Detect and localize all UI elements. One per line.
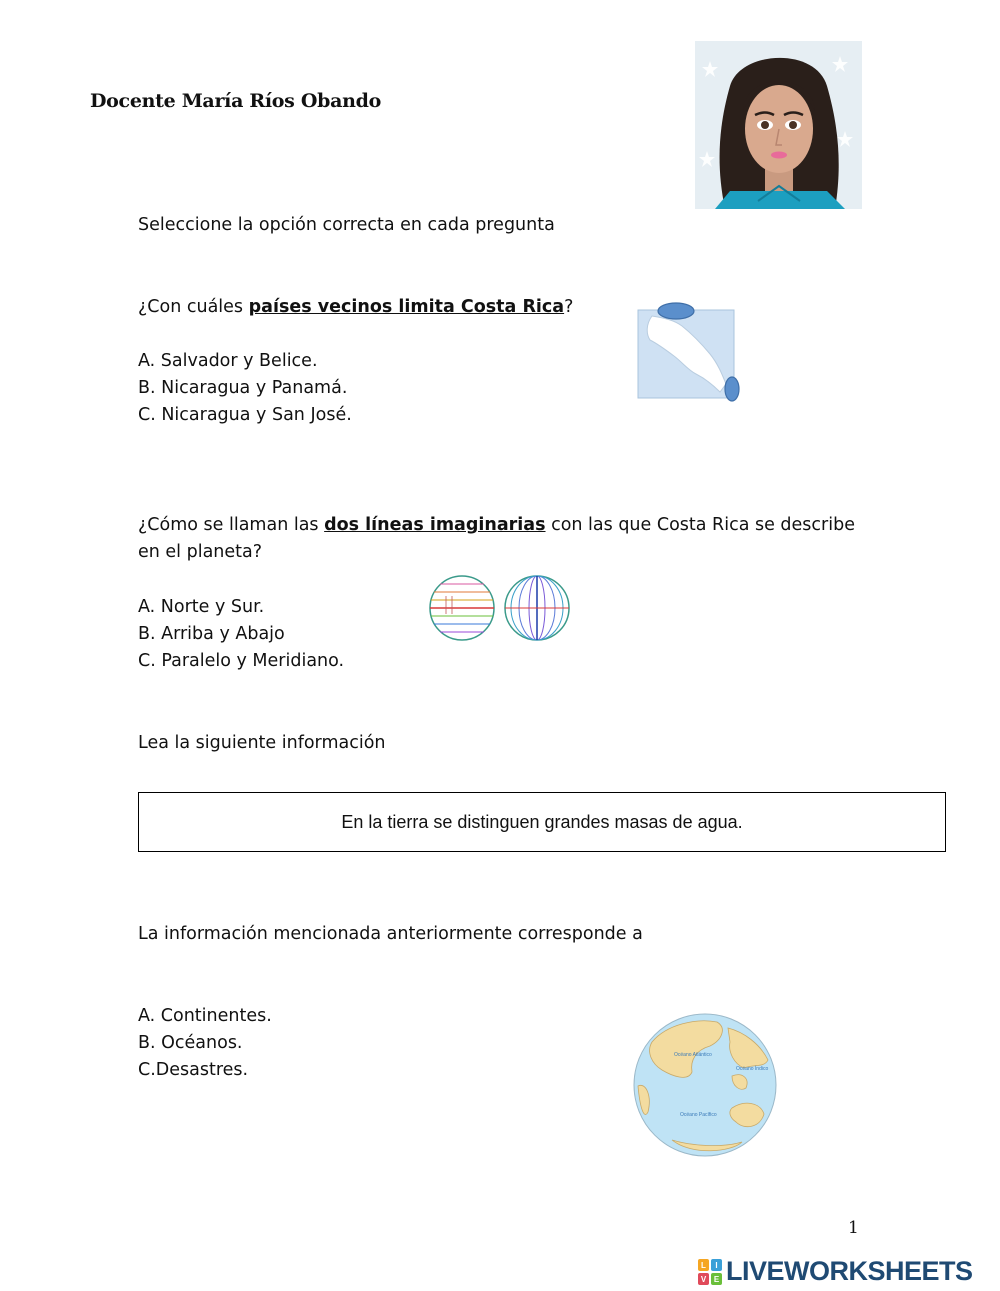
question-1-options <box>138 348 352 429</box>
question-2-post: con las que Costa Rica se describe <box>545 515 855 535</box>
teacher-avatar <box>695 41 862 209</box>
question-2-pre: ¿Cómo se llaman las <box>138 515 325 535</box>
q3-option-b[interactable]: B. Océanos. <box>138 1033 243 1053</box>
question-2-emphasis: dos líneas imaginarias <box>324 515 546 535</box>
question-3-options <box>138 1003 272 1084</box>
costa-rica-map <box>636 300 744 405</box>
question-2-options <box>138 594 344 675</box>
logo-letter-l: L <box>701 1260 706 1270</box>
liveworksheets-logo[interactable] <box>698 1256 973 1287</box>
q3-option-c[interactable]: C.Desastres. <box>138 1060 249 1080</box>
page-number: 1 <box>848 1218 859 1238</box>
question-2-line2: en el planeta? <box>138 542 263 562</box>
oceans-globe-image <box>632 1012 778 1158</box>
q1-option-c[interactable]: C. Nicaragua y San José. <box>138 405 352 425</box>
question-3: La información mencionada anteriormente corresponde a <box>138 924 643 944</box>
liveworksheets-brand-text: LIVEWORKSHEETS <box>726 1256 973 1286</box>
logo-letter-i: I <box>715 1260 718 1270</box>
logo-letter-e: E <box>713 1274 720 1284</box>
question-1-post: ? <box>564 297 574 317</box>
q3-option-a[interactable]: A. Continentes. <box>138 1006 272 1026</box>
question-2 <box>138 512 855 566</box>
teacher-name: Docente María Ríos Obando <box>90 90 382 112</box>
q1-option-b[interactable]: B. Nicaragua y Panamá. <box>138 378 348 398</box>
info-box <box>138 792 946 852</box>
question-1-pre: ¿Con cuáles <box>138 297 249 317</box>
globe-meridians-image <box>503 574 571 642</box>
liveworksheets-logo-icon <box>698 1259 722 1285</box>
q2-option-a[interactable]: A. Norte y Sur. <box>138 597 265 617</box>
q1-option-a[interactable]: A. Salvador y Belice. <box>138 351 318 371</box>
question-1-emphasis: países vecinos limita Costa Rica <box>248 297 565 317</box>
q2-option-c[interactable]: C. Paralelo y Meridiano. <box>138 651 345 671</box>
info-box-text: En la tierra se distinguen grandes masas de agua. <box>341 811 743 832</box>
map-label-pacific: Océano Pacífico <box>680 1112 717 1118</box>
read-prompt: Lea la siguiente información <box>138 733 386 753</box>
instructions-text: Seleccione la opción correcta en cada pregunta <box>138 215 555 235</box>
question-2-line1 <box>138 512 855 539</box>
question-1 <box>138 294 573 321</box>
map-label-atlantic: Océano Atlántico <box>674 1052 712 1058</box>
logo-letter-v: V <box>700 1274 707 1284</box>
globe-parallels-image <box>428 574 496 642</box>
q2-option-b[interactable]: B. Arriba y Abajo <box>138 624 285 644</box>
map-label-indian: Océano Índico <box>736 1066 769 1072</box>
